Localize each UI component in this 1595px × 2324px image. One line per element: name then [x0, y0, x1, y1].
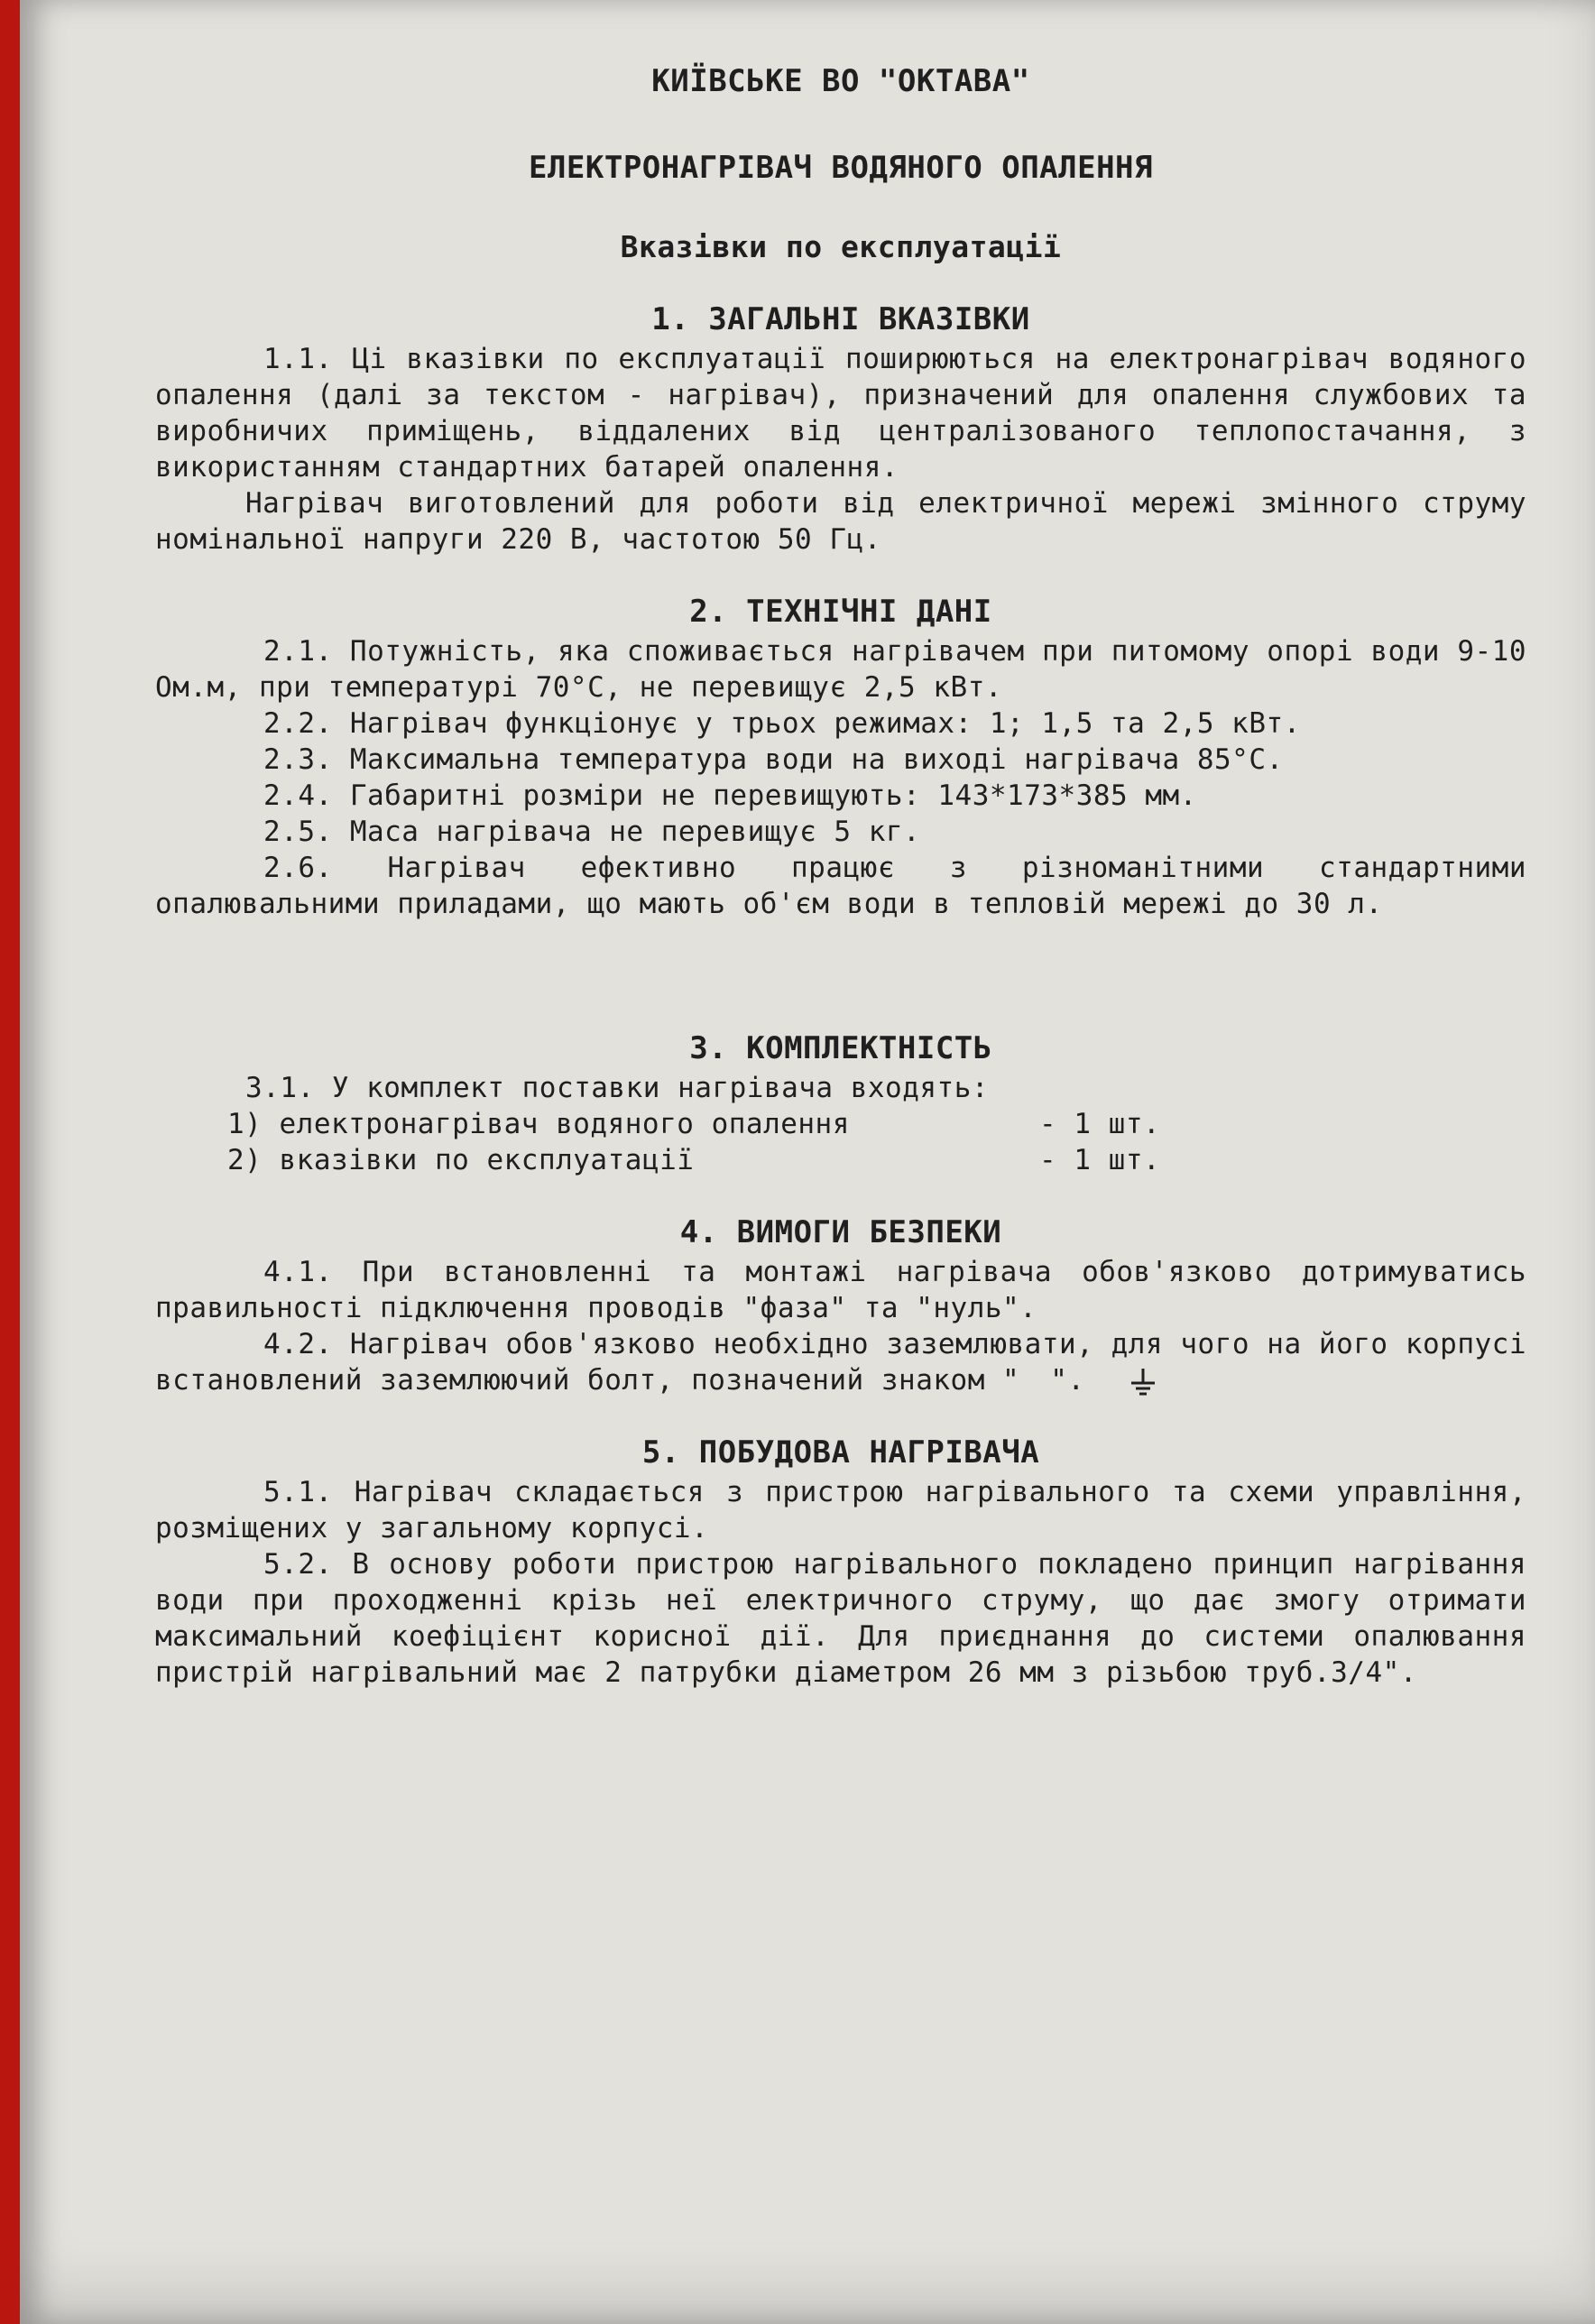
item-quantity: - 1 шт.: [1039, 1144, 1161, 1176]
paragraph-5-2: 5.2. В основу роботи пристрою нагрівального покладено принцип нагрівання води при проходженні крізь неї електричного струму, що дає змогу отримати максимальний коефіцієнт корисної дії. Для приєднання до системи опалювання пристрій нагрівальний має 2 патрубки діаметром 26 мм з різьбою труб.3/4".: [155, 1548, 1526, 1689]
organization-name: КИЇВСЬКЕ ВО "ОКТАВА": [651, 63, 1030, 99]
list-item: [155, 1142, 1526, 1178]
document-subtitle: Вказівки по експлуатації: [620, 229, 1062, 264]
paragraph-5-1: 5.1. Нагрівач складається з пристрою нагрівального та схеми управління, розміщених у загальному корпусі.: [155, 1476, 1526, 1545]
paragraph-2-1: 2.1. Потужність, яка споживається нагрівачем при питомому опорі води 9-10 Ом.м, при температурі 70°С, не перевищує 2,5 кВт.: [155, 635, 1526, 704]
paragraph-2-4: 2.4. Габаритні розміри не перевищують: 143*173*385 мм.: [263, 779, 1197, 812]
paragraph-2-6: 2.6. Нагрівач ефективно працює з різноманітними стандартними опалювальними приладами, що мають об'єм води в тепловій мережі до 30 л.: [155, 852, 1526, 920]
section-4-heading: 4. ВИМОГИ БЕЗПЕКИ: [679, 1214, 1002, 1250]
paragraph-4-1: 4.1. При встановленні та монтажі нагрівача обов'язково дотримуватись правильності підключення проводів "фаза" та "нуль".: [155, 1256, 1526, 1324]
item-quantity: - 1 шт.: [1039, 1108, 1161, 1140]
section-3-heading: 3. КОМПЛЕКТНІСТЬ: [689, 1030, 992, 1066]
list-item: [155, 1106, 1526, 1142]
ground-symbol-icon: [1019, 1367, 1050, 1397]
document-page: [155, 54, 1526, 1691]
paragraph-1-1: 1.1. Ці вказівки по експлуатації поширюються на електронагрівач водяного опалення (далі за текстом - нагрівач), призначений для опалення службових та виробничих приміщень, віддалених від централізованого теплопостачання, з використанням стандартних батарей опалення.: [155, 343, 1526, 484]
item-name: 2) вказівки по експлуатації: [227, 1144, 695, 1176]
paragraph-3-1: 3.1. У комплект поставки нагрівача входять:: [245, 1072, 990, 1104]
paper-sheet: [20, 0, 1595, 2324]
item-name: 1) електронагрівач водяного опалення: [227, 1108, 850, 1140]
paragraph-2-5: 2.5. Маса нагрівача не перевищує 5 кг.: [263, 816, 921, 848]
paragraph-2-3: 2.3. Максимальна температура води на виході нагрівача 85°С.: [263, 743, 1284, 776]
section-5-heading: 5. ПОБУДОВА НАГРІВАЧА: [641, 1434, 1040, 1471]
paragraph-1-2: Нагрівач виготовлений для роботи від електричної мережі змінного струму номінальної напруги 220 В, частотою 50 Гц.: [155, 487, 1526, 556]
document-title: ЕЛЕКТРОНАГРІВАЧ ВОДЯНОГО ОПАЛЕННЯ: [528, 150, 1153, 186]
spacer: [155, 922, 1526, 994]
paragraph-4-2-end: ".: [1050, 1364, 1085, 1397]
paragraph-4-2-text: 4.2. Нагрівач обов'язково необхідно заземлювати, для чого на його корпусі встановлений заземлюючий болт, позначений знаком ": [155, 1328, 1526, 1397]
section-1-heading: 1. ЗАГАЛЬНІ ВКАЗІВКИ: [651, 301, 1030, 337]
section-2-heading: 2. ТЕХНІЧНІ ДАНІ: [689, 594, 992, 630]
paragraph-2-2: 2.2. Нагрівач функціонує у трьох режимах: 1; 1,5 та 2,5 кВт.: [263, 707, 1301, 740]
paragraph-4-2: [155, 1326, 1526, 1398]
